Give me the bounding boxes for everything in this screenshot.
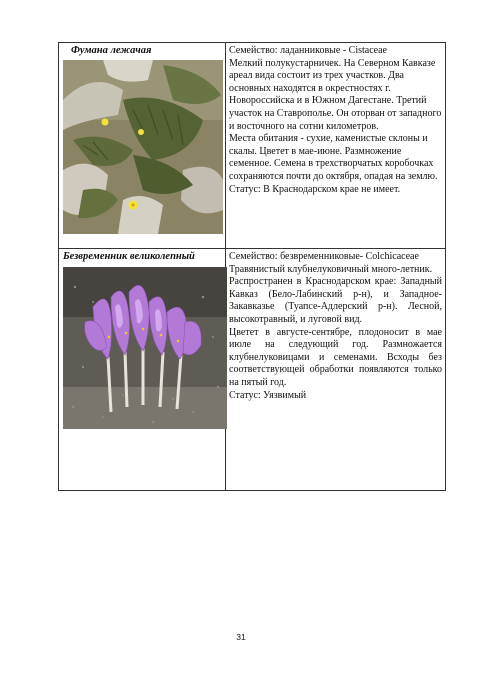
species-row — [59, 43, 446, 249]
description-paragraph: Семейство: ладанниковые - Cistaceae — [229, 45, 387, 56]
species-description-cell — [226, 249, 446, 491]
species-description — [226, 43, 445, 196]
species-description-cell — [226, 43, 446, 249]
species-table — [58, 42, 446, 491]
description-paragraph: Травянистый клубнелуковичный много-летник. — [229, 263, 433, 275]
fumana-plant-photo-icon — [63, 60, 223, 234]
colchicum-flowers-photo-icon — [63, 267, 227, 429]
species-name: Фумана лежачая — [71, 45, 152, 56]
description-paragraph: Статус: Уязвимый — [229, 389, 307, 401]
page-number: 31 — [236, 632, 246, 642]
species-name: Безвременник великолепный — [63, 251, 195, 262]
description-paragraph: Распространен в Краснодарском крае: Западный Кавказ (Бело-Лабинский р-н), и Западное-Закавказье (Туапсе-Адлерский р-н). Лесной, высокотравный, и луговой вид. — [229, 276, 442, 325]
description-paragraph: Статус: В Краснодарском крае не имеет. — [229, 183, 401, 195]
species-image-cell — [59, 249, 226, 491]
description-paragraph: Цветет в августе-сентябре, плодоносит в мае июле на следующий год. Размножается клубнелуковицами и семенами. Всходы без соответствующей обработки появляются только на пятый год. — [229, 326, 442, 388]
species-row — [59, 249, 446, 491]
description-paragraph: Семейство: безвременниковые- Colchicaceae — [229, 251, 419, 262]
description-paragraph: Мелкий полукустарничек. На Северном Кавказе ареал вида состоит из трех участков. Два основных находятся в окрестностях г. Новороссийска и в Южном Дагестане. Третий участок на Ставрополье. Он оторван от западного и восточного на сотни километров. — [229, 57, 442, 132]
species-description — [226, 249, 445, 402]
species-image-cell — [59, 43, 226, 249]
description-paragraph: Места обитания - сухие, каменистые склоны и скалы. Цветет в мае-июне. Размножение семенное. Семена в трехстворчатых коробочках сохраняются почти до октября, опадая на землю. — [229, 133, 438, 182]
